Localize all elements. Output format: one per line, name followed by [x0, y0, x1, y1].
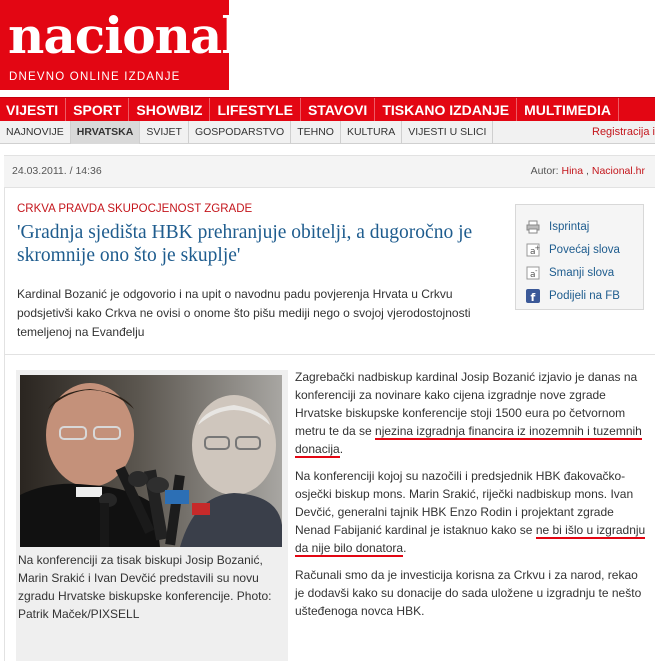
p1-text-c: . [339, 442, 344, 456]
p2-text-c: . [403, 541, 407, 555]
svg-text:a: a [530, 270, 536, 280]
article-author [531, 165, 645, 177]
decrease-font-button[interactable] [526, 264, 614, 282]
article-kicker: CRKVA PRAVDA SKUPOCJENOST ZGRADE [17, 203, 253, 215]
p2-text-a: Na konferenciji kojoj su nazočili i predsjednik HBK đakovačko-osječki biskup mons. Marin Srakić, riječki nadbiskup mons. Ivan Devčić, generalni tajnik HBK Enzo Rodin i projektant zgrade Nenad Fabijanić kardinal je istaknuo kako se [295, 469, 634, 537]
body-paragraph-2 [295, 467, 650, 557]
body-paragraph-1 [295, 368, 650, 458]
print-button[interactable] [526, 218, 589, 236]
nav-item-multimedia[interactable]: MULTIMEDIA [517, 98, 619, 122]
section-divider [5, 354, 655, 355]
subnav-item-tehno[interactable]: TEHNO [291, 121, 341, 144]
subnav-item-gospodarstvo[interactable]: GOSPODARSTVO [189, 121, 291, 144]
site-logo[interactable] [0, 0, 240, 90]
logo-tagline: DNEVNO ONLINE IZDANJE [9, 71, 181, 83]
logo-wordmark: nacional [8, 6, 240, 65]
body-paragraph-3: Računali smo da je investicija korisna za Crkvu i za narod, rekao je dodavši kako su donacije do sada uložene u izgradnju te nešto ušteđenoga novca HBK. [295, 568, 642, 618]
p1-text-a: Zagrebački nadbiskup kardinal Josip Bozanić izjavio je danas na konferenciji za novinare kako cijena izgradnje nove zgrade Hrvatske biskupske konferencije stoji 1500 eura po četvornom metru te da se [295, 370, 638, 438]
nav-item-stavovi[interactable]: STAVOVI [301, 98, 375, 122]
subnav-item-kultura[interactable]: KULTURA [341, 121, 402, 144]
nav-item-sport[interactable]: SPORT [66, 98, 129, 122]
zoom-in-icon [526, 243, 540, 257]
increase-font-label: Povećaj slova [549, 244, 620, 256]
article [4, 188, 655, 661]
subnav-item-vijesti-u-slici[interactable]: VIJESTI U SLICI [402, 121, 493, 144]
registration-link[interactable]: Registracija i [592, 126, 655, 138]
article-photo[interactable] [20, 375, 282, 547]
nav-item-tiskano-izdanje[interactable]: TISKANO IZDANJE [375, 98, 517, 122]
zoom-out-icon [526, 266, 540, 280]
photo-box [16, 370, 288, 661]
article-date: 24.03.2011. / 14:36 [12, 165, 102, 177]
article-headline: 'Gradnja sjedišta HBK prehranjuje obitelji, a dugoročno je skromnije ono što je skuplje' [17, 222, 473, 266]
share-facebook-button[interactable] [526, 287, 620, 305]
subnav-item-najnovije[interactable]: NAJNOVIJE [0, 121, 71, 144]
author-link-nacional[interactable]: Nacional.hr [591, 165, 645, 177]
svg-text:a: a [530, 247, 536, 257]
printer-icon [526, 220, 540, 234]
author-link-hina[interactable]: Hina [561, 165, 584, 177]
subnav-item-svijet[interactable]: SVIJET [140, 121, 189, 144]
sub-nav [0, 121, 655, 144]
p1-highlight: njezina izgradnja financira iz inozemnih i tuzemnih donacija [295, 424, 642, 456]
svg-text:+: + [534, 244, 540, 252]
author-separator: , [583, 165, 592, 177]
p2-highlight: ne bi išlo u izgradnju da nije bilo donatora [295, 523, 646, 555]
nav-item-lifestyle[interactable]: LIFESTYLE [210, 98, 300, 122]
nav-item-vijesti[interactable]: VIJESTI [0, 98, 66, 122]
decrease-font-label: Smanji slova [549, 267, 615, 279]
svg-text:f: f [530, 291, 536, 303]
svg-text:-: - [535, 267, 538, 275]
facebook-icon [526, 289, 540, 303]
article-tools-box [515, 204, 644, 310]
increase-font-button[interactable] [526, 241, 620, 259]
article-body [295, 368, 650, 629]
print-label: Isprintaj [549, 221, 590, 233]
author-prefix: Autor: [530, 165, 562, 177]
article-meta-bar [4, 155, 655, 188]
share-facebook-label: Podijeli na FB [549, 290, 620, 302]
article-lead: Kardinal Bozanić je odgovorio i na upit o navodnu padu povjerenja Hrvata u Crkvu podsjetivši kako Crkva ne ovisi o onome što pišu mediji nego o svojoj vjerodostojnosti temeljenoj na Evanđelju [17, 287, 471, 339]
main-nav [0, 97, 655, 121]
nav-item-showbiz[interactable]: SHOWBIZ [129, 98, 210, 122]
subnav-item-hrvatska[interactable]: HRVATSKA [71, 121, 141, 144]
photo-caption: Na konferenciji za tisak biskupi Josip Bozanić, Marin Srakić i Ivan Devčić predstavili su novu zgradu Hrvatske biskupske konferencije. Photo: Patrik Maček/PIXSELL [18, 553, 272, 621]
